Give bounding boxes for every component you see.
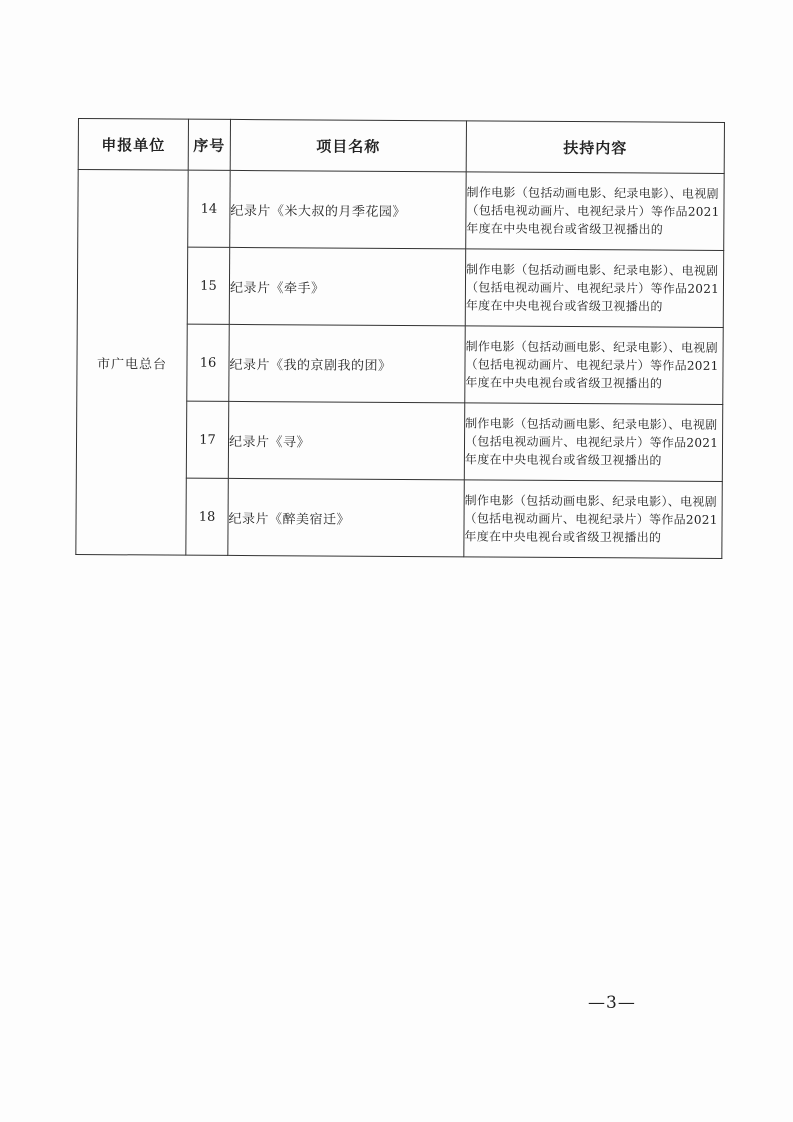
project-name: 纪录片《醉美宿迁》 [228, 478, 464, 556]
header-name: 项目名称 [230, 119, 466, 171]
project-name: 纪录片《牵手》 [229, 247, 465, 325]
row-number: 14 [188, 170, 230, 247]
page-number: —3— [588, 993, 636, 1013]
support-content: 制作电影（包括动画电影、纪录电影）、电视剧（包括电视动画片、电视纪录片）等作品2021年度在中央电视台或省级卫视播出的 [466, 172, 724, 251]
row-number: 18 [186, 478, 228, 555]
table-row [78, 170, 724, 251]
support-content: 制作电影（包括动画电影、纪录电影）、电视剧（包括电视动画片、电视纪录片）等作品2021年度在中央电视台或省级卫视播出的 [465, 326, 723, 405]
row-number: 15 [187, 247, 229, 324]
project-name: 纪录片《我的京剧我的团》 [229, 324, 465, 402]
table-header-row [78, 119, 724, 174]
header-content: 扶持内容 [466, 121, 724, 174]
support-content: 制作电影（包括动画电影、纪录电影）、电视剧（包括电视动画片、电视纪录片）等作品2021年度在中央电视台或省级卫视播出的 [465, 249, 723, 328]
support-content: 制作电影（包括动画电影、纪录电影）、电视剧（包括电视动画片、电视纪录片）等作品2021年度在中央电视台或省级卫视播出的 [464, 403, 722, 482]
row-number: 16 [187, 324, 229, 401]
project-name: 纪录片《米大叔的月季花园》 [230, 170, 466, 248]
applicant-unit-cell: 市广电总台 [76, 170, 188, 556]
header-unit: 申报单位 [78, 119, 188, 171]
row-number: 17 [186, 401, 228, 478]
header-no: 序号 [188, 119, 230, 170]
project-name: 纪录片《寻》 [228, 401, 464, 479]
support-content: 制作电影（包括动画电影、纪录电影）、电视剧（包括电视动画片、电视纪录片）等作品2021年度在中央电视台或省级卫视播出的 [464, 480, 722, 559]
support-project-table [75, 118, 725, 559]
